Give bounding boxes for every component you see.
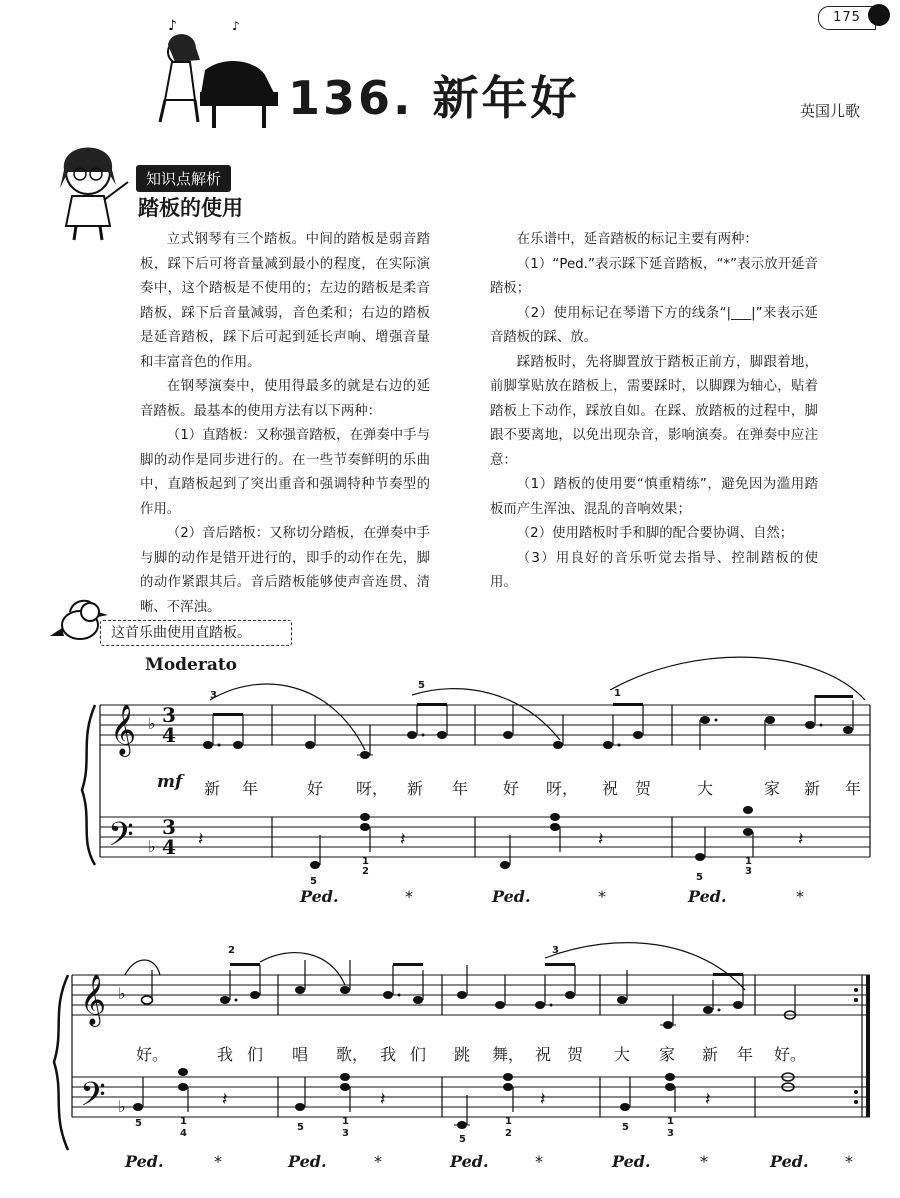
pedal-release: * bbox=[796, 887, 804, 906]
fingering: 3 bbox=[210, 690, 217, 701]
pedal-down: Ped. bbox=[688, 887, 727, 906]
score-system-2-glyphs bbox=[80, 943, 858, 1129]
paragraph: 踩踏板时，先将脚置放于踏板正前方，脚跟着地，前脚掌贴放在踏板上，需要踩时，以脚踝为轴心，贴着踏板上下动作，踩放自如。在踩、放踏板的过程中，脚跟不要离地，以免出现杂音，影响演奏。在弹奏中应注意： bbox=[490, 354, 818, 468]
svg-text:4: 4 bbox=[162, 723, 176, 747]
lyric: 贺 bbox=[566, 1045, 583, 1064]
svg-text:♪: ♪ bbox=[232, 19, 240, 33]
lyric: 新 bbox=[203, 779, 220, 798]
fingering: 2 bbox=[362, 866, 369, 877]
svg-text:𝄽: 𝄽 bbox=[798, 829, 804, 850]
pedal-release: * bbox=[214, 1152, 222, 1171]
fingering: 5 bbox=[459, 1134, 466, 1145]
paragraph: （1）踏板的使用要“慎重精练”，避免因为滥用踏板而产生浑浊、混乱的音响效果； bbox=[490, 477, 818, 517]
fingering: 1 bbox=[342, 1116, 349, 1127]
svg-text:♭: ♭ bbox=[118, 984, 126, 1003]
lyric: 家 bbox=[763, 779, 780, 798]
fingering: 2 bbox=[505, 1128, 512, 1139]
paragraph: （2）使用标记在琴谱下方的线条“|___|”来表示延音踏板的踩、放。 bbox=[490, 305, 818, 345]
pedal-note: 这首乐曲使用直踏板。 bbox=[100, 620, 292, 646]
fingering: 3 bbox=[552, 945, 559, 956]
paragraph: （1）“Ped.”表示踩下延音踏板，“*”表示放开延音踏板； bbox=[490, 256, 818, 296]
pedal-down: Ped. bbox=[450, 1152, 489, 1171]
lyric: 年 bbox=[736, 1045, 753, 1064]
lyric: 年 bbox=[241, 779, 258, 798]
pedal-release: * bbox=[374, 1152, 382, 1171]
fingering: 1 bbox=[745, 856, 752, 867]
page-number: 175 bbox=[818, 6, 876, 30]
lyric: 跳 bbox=[453, 1045, 470, 1064]
lyric: 好 bbox=[306, 779, 323, 798]
paragraph: （3）用良好的音乐听觉去指导、控制踏板的使用。 bbox=[490, 550, 818, 590]
svg-text:𝄽: 𝄽 bbox=[400, 829, 406, 850]
svg-text:♭: ♭ bbox=[148, 837, 156, 856]
svg-text:3: 3 bbox=[162, 703, 176, 727]
paragraph: （2）音后踏板：又称切分踏板，在弹奏中手与脚的动作是错开进行的，即手的动作在先，脚的动作紧跟其后。音后踏板能够使声音连贯、清晰、不浑浊。 bbox=[140, 526, 430, 615]
pedal-down: Ped. bbox=[492, 887, 531, 906]
svg-text:3: 3 bbox=[162, 815, 176, 839]
song-origin: 英国儿歌 bbox=[800, 102, 861, 120]
lyric: 大 bbox=[696, 779, 713, 798]
fingering: 5 bbox=[696, 872, 703, 883]
page-ornament-icon bbox=[868, 4, 890, 26]
lyric: 我 bbox=[379, 1045, 396, 1064]
fingering: 3 bbox=[667, 1128, 674, 1139]
svg-text:𝄽: 𝄽 bbox=[380, 1089, 386, 1110]
fingering: 3 bbox=[745, 866, 752, 877]
lyric: 年 bbox=[451, 779, 468, 798]
lyric: 新 bbox=[803, 779, 820, 798]
fingering: 2 bbox=[228, 945, 235, 956]
fingering: 1 bbox=[180, 1116, 187, 1127]
lyric: 好。 bbox=[773, 1045, 806, 1064]
fingering: 1 bbox=[505, 1116, 512, 1127]
pedal-down: Ped. bbox=[288, 1152, 327, 1171]
svg-text:𝄽: 𝄽 bbox=[198, 829, 204, 850]
pedal-release: * bbox=[845, 1152, 853, 1171]
fingering: 5 bbox=[310, 876, 317, 887]
pedal-down: Ped. bbox=[125, 1152, 164, 1171]
fingering: 5 bbox=[297, 1122, 304, 1133]
lyric: 们 bbox=[409, 1045, 426, 1064]
lyric: 年 bbox=[844, 779, 861, 798]
left-column bbox=[140, 228, 430, 620]
svg-text:𝄢: 𝄢 bbox=[108, 816, 134, 862]
fingering: 5 bbox=[135, 1118, 142, 1129]
fingering: 5 bbox=[418, 680, 425, 691]
lyric: 们 bbox=[246, 1045, 263, 1064]
paragraph: （2）使用踏板时手和脚的配合要协调、自然； bbox=[516, 526, 794, 541]
svg-text:𝄞: 𝄞 bbox=[110, 704, 137, 755]
svg-text:4: 4 bbox=[162, 835, 176, 859]
lyric: 呀， bbox=[355, 779, 388, 798]
pedal-release: * bbox=[405, 887, 413, 906]
lyric: 祝 bbox=[534, 1045, 551, 1064]
paragraph: （1）直踏板：又称强音踏板，在弹奏中手与脚的动作是同步进行的。在一些节奏鲜明的乐曲中，直踏板起到了突出重音和强调特种节奏型的作用。 bbox=[140, 428, 430, 517]
svg-text:𝄽: 𝄽 bbox=[705, 1089, 711, 1110]
piano-girl-icon bbox=[160, 18, 278, 128]
section-tag: 知识点解析 bbox=[136, 165, 231, 192]
pedal-release: * bbox=[535, 1152, 543, 1171]
svg-text:𝄽: 𝄽 bbox=[222, 1089, 228, 1110]
pedal-down: Ped. bbox=[612, 1152, 651, 1171]
svg-text:𝄽: 𝄽 bbox=[540, 1089, 546, 1110]
song-title: 136. 新年好 bbox=[288, 71, 580, 125]
fingering: 4 bbox=[180, 1128, 187, 1139]
section-heading: 踏板的使用 bbox=[138, 196, 243, 220]
fingering: 1 bbox=[362, 856, 369, 867]
lyric: 祝 bbox=[601, 779, 618, 798]
tempo-marking: Moderato bbox=[145, 655, 238, 675]
pedal-release: * bbox=[598, 887, 606, 906]
svg-text:𝄢: 𝄢 bbox=[80, 1076, 106, 1122]
lyric: 我 bbox=[216, 1045, 233, 1064]
teacher-girl-icon bbox=[60, 148, 128, 241]
lyric: 新 bbox=[406, 779, 423, 798]
lyric: 好。 bbox=[135, 1045, 168, 1064]
paragraph: 在钢琴演奏中，使用得最多的就是右边的延音踏板。最基本的使用方法有以下两种： bbox=[140, 379, 430, 419]
lyric: 新 bbox=[701, 1045, 718, 1064]
pedal-down: Ped. bbox=[770, 1152, 809, 1171]
pedal-release: * bbox=[700, 1152, 708, 1171]
lyric: 歌， bbox=[335, 1045, 368, 1064]
svg-text:𝄽: 𝄽 bbox=[598, 829, 604, 850]
lyric: 呀， bbox=[545, 779, 578, 798]
svg-text:♭: ♭ bbox=[148, 714, 156, 733]
lyric: 舞， bbox=[491, 1045, 524, 1064]
paragraph: 在乐谱中，延音踏板的标记主要有两种： bbox=[516, 232, 758, 247]
lyric: 家 bbox=[658, 1045, 675, 1064]
lyric: 大 bbox=[613, 1045, 630, 1064]
lyric: 贺 bbox=[634, 779, 651, 798]
fingering: 1 bbox=[667, 1116, 674, 1127]
svg-text:♪: ♪ bbox=[168, 18, 177, 34]
lyric: 唱 bbox=[291, 1045, 308, 1064]
pedal-down: Ped. bbox=[300, 887, 339, 906]
svg-text:𝄞: 𝄞 bbox=[80, 974, 107, 1025]
fingering: 1 bbox=[614, 688, 621, 699]
score-system-1-glyphs bbox=[108, 657, 865, 869]
right-column bbox=[490, 228, 818, 596]
dynamic-marking: mf bbox=[157, 772, 183, 792]
lyric: 好 bbox=[502, 779, 519, 798]
fingering: 5 bbox=[622, 1122, 629, 1133]
paragraph: 立式钢琴有三个踏板。中间的踏板是弱音踏板，踩下后可将音量减到最小的程度，在实际演奏中，这个踏板是不使用的；左边的踏板是柔音踏板，踩下后音量减弱，音色柔和；右边的踏板是延音踏板，踩下后可起到延长声响、增强音量和丰富音色的作用。 bbox=[140, 232, 430, 370]
fingering: 3 bbox=[342, 1128, 349, 1139]
svg-text:♭: ♭ bbox=[118, 1097, 126, 1116]
